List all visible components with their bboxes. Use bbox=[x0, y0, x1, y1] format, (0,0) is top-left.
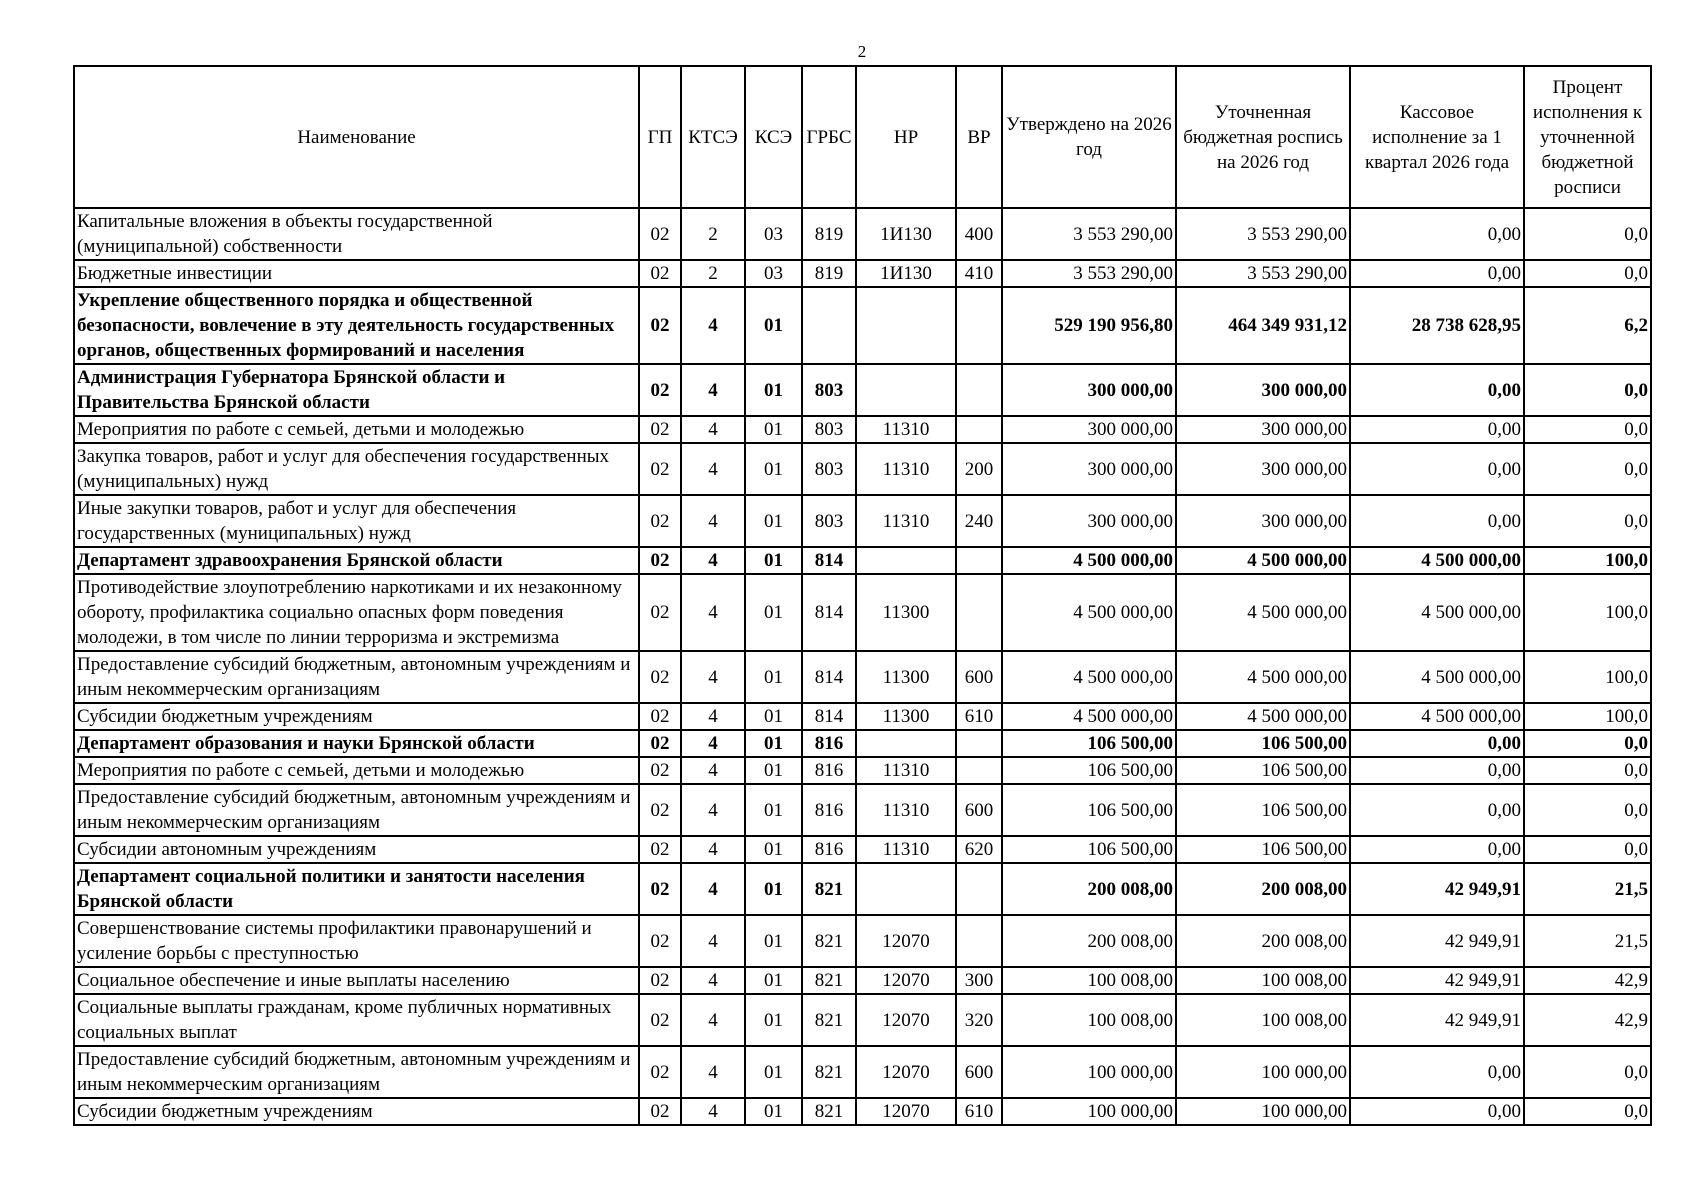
cell-vr: 400 bbox=[956, 208, 1002, 260]
cell-name: Социальное обеспечение и иные выплаты населению bbox=[74, 967, 639, 994]
cell-approved: 4 500 000,00 bbox=[1002, 574, 1176, 651]
cell-vr: 200 bbox=[956, 443, 1002, 495]
cell-gp: 02 bbox=[639, 836, 681, 863]
cell-name: Капитальные вложения в объекты государственной (муниципальной) собственности bbox=[74, 208, 639, 260]
cell-cash: 42 949,91 bbox=[1350, 994, 1524, 1046]
cell-nr: 12070 bbox=[856, 1046, 956, 1098]
cell-kse: 01 bbox=[745, 784, 802, 836]
cell-vr bbox=[956, 547, 1002, 574]
cell-refined: 200 008,00 bbox=[1176, 915, 1350, 967]
cell-refined: 200 008,00 bbox=[1176, 863, 1350, 915]
cell-nr: 11310 bbox=[856, 784, 956, 836]
cell-gp: 02 bbox=[639, 364, 681, 416]
cell-cash: 4 500 000,00 bbox=[1350, 547, 1524, 574]
cell-nr: 11310 bbox=[856, 836, 956, 863]
header-nr: НР bbox=[856, 66, 956, 208]
cell-vr: 610 bbox=[956, 1098, 1002, 1125]
cell-name: Социальные выплаты гражданам, кроме публичных нормативных социальных выплат bbox=[74, 994, 639, 1046]
cell-kse: 01 bbox=[745, 443, 802, 495]
cell-vr: 410 bbox=[956, 260, 1002, 287]
cell-ktse: 4 bbox=[681, 730, 745, 757]
cell-cash: 28 738 628,95 bbox=[1350, 287, 1524, 364]
cell-percent: 0,0 bbox=[1524, 757, 1651, 784]
cell-kse: 01 bbox=[745, 1046, 802, 1098]
cell-percent: 6,2 bbox=[1524, 287, 1651, 364]
cell-vr: 620 bbox=[956, 836, 1002, 863]
cell-cash: 42 949,91 bbox=[1350, 915, 1524, 967]
cell-name: Противодействие злоупотреблению наркотиками и их незаконному обороту, профилактика социально опасных форм поведения молодежи, в том числе по линии терроризма и экстремизма bbox=[74, 574, 639, 651]
cell-vr: 600 bbox=[956, 784, 1002, 836]
header-name: Наименование bbox=[74, 66, 639, 208]
cell-cash: 4 500 000,00 bbox=[1350, 574, 1524, 651]
cell-gp: 02 bbox=[639, 495, 681, 547]
cell-nr: 12070 bbox=[856, 1098, 956, 1125]
cell-grbs: 816 bbox=[802, 730, 856, 757]
cell-gp: 02 bbox=[639, 651, 681, 703]
cell-kse: 03 bbox=[745, 260, 802, 287]
cell-name: Департамент здравоохранения Брянской области bbox=[74, 547, 639, 574]
cell-ktse: 4 bbox=[681, 547, 745, 574]
cell-percent: 21,5 bbox=[1524, 863, 1651, 915]
cell-grbs: 819 bbox=[802, 260, 856, 287]
cell-cash: 0,00 bbox=[1350, 208, 1524, 260]
cell-vr bbox=[956, 757, 1002, 784]
cell-grbs: 814 bbox=[802, 547, 856, 574]
cell-gp: 02 bbox=[639, 260, 681, 287]
cell-vr bbox=[956, 287, 1002, 364]
cell-nr bbox=[856, 364, 956, 416]
table-row bbox=[74, 915, 1651, 967]
cell-cash: 4 500 000,00 bbox=[1350, 703, 1524, 730]
cell-grbs: 803 bbox=[802, 364, 856, 416]
cell-vr bbox=[956, 364, 1002, 416]
cell-name: Мероприятия по работе с семьей, детьми и молодежью bbox=[74, 757, 639, 784]
cell-percent: 0,0 bbox=[1524, 443, 1651, 495]
cell-nr: 11300 bbox=[856, 651, 956, 703]
header-grbs: ГРБС bbox=[802, 66, 856, 208]
cell-kse: 01 bbox=[745, 495, 802, 547]
cell-kse: 01 bbox=[745, 703, 802, 730]
cell-cash: 0,00 bbox=[1350, 836, 1524, 863]
cell-nr bbox=[856, 287, 956, 364]
cell-refined: 4 500 000,00 bbox=[1176, 574, 1350, 651]
page-number: 2 bbox=[857, 42, 867, 61]
cell-refined: 4 500 000,00 bbox=[1176, 703, 1350, 730]
cell-percent: 42,9 bbox=[1524, 967, 1651, 994]
cell-refined: 106 500,00 bbox=[1176, 784, 1350, 836]
cell-approved: 300 000,00 bbox=[1002, 364, 1176, 416]
cell-approved: 106 500,00 bbox=[1002, 730, 1176, 757]
budget-table bbox=[73, 65, 1652, 1126]
cell-approved: 106 500,00 bbox=[1002, 784, 1176, 836]
cell-cash: 0,00 bbox=[1350, 260, 1524, 287]
cell-grbs: 814 bbox=[802, 703, 856, 730]
table-row bbox=[74, 416, 1651, 443]
cell-ktse: 4 bbox=[681, 915, 745, 967]
cell-gp: 02 bbox=[639, 287, 681, 364]
cell-percent: 0,0 bbox=[1524, 416, 1651, 443]
cell-percent: 42,9 bbox=[1524, 994, 1651, 1046]
cell-name: Субсидии автономным учреждениям bbox=[74, 836, 639, 863]
table-row bbox=[74, 994, 1651, 1046]
cell-grbs: 821 bbox=[802, 967, 856, 994]
cell-kse: 01 bbox=[745, 730, 802, 757]
cell-vr: 240 bbox=[956, 495, 1002, 547]
cell-percent: 0,0 bbox=[1524, 208, 1651, 260]
cell-cash: 0,00 bbox=[1350, 364, 1524, 416]
table-row bbox=[74, 208, 1651, 260]
cell-cash: 0,00 bbox=[1350, 784, 1524, 836]
cell-refined: 464 349 931,12 bbox=[1176, 287, 1350, 364]
cell-gp: 02 bbox=[639, 1046, 681, 1098]
cell-refined: 4 500 000,00 bbox=[1176, 547, 1350, 574]
cell-grbs: 819 bbox=[802, 208, 856, 260]
cell-grbs: 821 bbox=[802, 1046, 856, 1098]
table-row bbox=[74, 287, 1651, 364]
cell-kse: 01 bbox=[745, 547, 802, 574]
cell-gp: 02 bbox=[639, 574, 681, 651]
cell-approved: 529 190 956,80 bbox=[1002, 287, 1176, 364]
table-body bbox=[74, 208, 1651, 1125]
cell-nr: 11300 bbox=[856, 574, 956, 651]
cell-ktse: 4 bbox=[681, 703, 745, 730]
cell-vr bbox=[956, 730, 1002, 757]
cell-percent: 0,0 bbox=[1524, 260, 1651, 287]
cell-nr: 11310 bbox=[856, 757, 956, 784]
cell-vr: 600 bbox=[956, 1046, 1002, 1098]
cell-cash: 4 500 000,00 bbox=[1350, 651, 1524, 703]
cell-vr bbox=[956, 416, 1002, 443]
table-row bbox=[74, 651, 1651, 703]
table-row bbox=[74, 547, 1651, 574]
cell-ktse: 4 bbox=[681, 757, 745, 784]
cell-nr: 12070 bbox=[856, 994, 956, 1046]
table-row bbox=[74, 364, 1651, 416]
cell-ktse: 4 bbox=[681, 1098, 745, 1125]
cell-gp: 02 bbox=[639, 784, 681, 836]
table-header-row bbox=[74, 66, 1651, 208]
cell-nr: 12070 bbox=[856, 967, 956, 994]
table-row bbox=[74, 495, 1651, 547]
cell-percent: 100,0 bbox=[1524, 651, 1651, 703]
cell-vr bbox=[956, 915, 1002, 967]
header-vr: ВР bbox=[956, 66, 1002, 208]
cell-percent: 0,0 bbox=[1524, 1098, 1651, 1125]
table-row bbox=[74, 863, 1651, 915]
cell-vr bbox=[956, 574, 1002, 651]
cell-refined: 100 000,00 bbox=[1176, 1098, 1350, 1125]
cell-refined: 4 500 000,00 bbox=[1176, 651, 1350, 703]
cell-gp: 02 bbox=[639, 863, 681, 915]
cell-vr: 300 bbox=[956, 967, 1002, 994]
table-row bbox=[74, 967, 1651, 994]
cell-percent: 100,0 bbox=[1524, 574, 1651, 651]
cell-cash: 0,00 bbox=[1350, 730, 1524, 757]
table-row bbox=[74, 784, 1651, 836]
cell-refined: 3 553 290,00 bbox=[1176, 208, 1350, 260]
cell-ktse: 4 bbox=[681, 1046, 745, 1098]
table-row bbox=[74, 1046, 1651, 1098]
cell-refined: 3 553 290,00 bbox=[1176, 260, 1350, 287]
cell-grbs: 821 bbox=[802, 915, 856, 967]
cell-grbs bbox=[802, 287, 856, 364]
cell-percent: 0,0 bbox=[1524, 784, 1651, 836]
cell-cash: 0,00 bbox=[1350, 757, 1524, 784]
cell-cash: 0,00 bbox=[1350, 443, 1524, 495]
cell-kse: 01 bbox=[745, 967, 802, 994]
cell-percent: 21,5 bbox=[1524, 915, 1651, 967]
cell-approved: 3 553 290,00 bbox=[1002, 260, 1176, 287]
cell-gp: 02 bbox=[639, 730, 681, 757]
table-row bbox=[74, 1098, 1651, 1125]
cell-name: Предоставление субсидий бюджетным, автономным учреждениям и иным некоммерческим организациям bbox=[74, 784, 639, 836]
cell-vr: 610 bbox=[956, 703, 1002, 730]
cell-gp: 02 bbox=[639, 208, 681, 260]
cell-cash: 0,00 bbox=[1350, 1046, 1524, 1098]
cell-vr bbox=[956, 863, 1002, 915]
cell-gp: 02 bbox=[639, 547, 681, 574]
cell-approved: 300 000,00 bbox=[1002, 443, 1176, 495]
cell-refined: 300 000,00 bbox=[1176, 364, 1350, 416]
cell-gp: 02 bbox=[639, 994, 681, 1046]
cell-refined: 106 500,00 bbox=[1176, 730, 1350, 757]
cell-percent: 0,0 bbox=[1524, 495, 1651, 547]
cell-grbs: 816 bbox=[802, 784, 856, 836]
cell-grbs: 814 bbox=[802, 574, 856, 651]
table-row bbox=[74, 703, 1651, 730]
cell-vr: 320 bbox=[956, 994, 1002, 1046]
cell-cash: 0,00 bbox=[1350, 495, 1524, 547]
cell-gp: 02 bbox=[639, 1098, 681, 1125]
header-gp: ГП bbox=[639, 66, 681, 208]
table-row bbox=[74, 574, 1651, 651]
cell-gp: 02 bbox=[639, 915, 681, 967]
header-refined: Уточненная бюджетная роспись на 2026 год bbox=[1176, 66, 1350, 208]
cell-grbs: 821 bbox=[802, 863, 856, 915]
cell-approved: 100 008,00 bbox=[1002, 967, 1176, 994]
cell-grbs: 803 bbox=[802, 416, 856, 443]
cell-nr bbox=[856, 863, 956, 915]
cell-approved: 106 500,00 bbox=[1002, 836, 1176, 863]
cell-grbs: 816 bbox=[802, 757, 856, 784]
cell-approved: 3 553 290,00 bbox=[1002, 208, 1176, 260]
cell-nr: 1И130 bbox=[856, 208, 956, 260]
table-row bbox=[74, 730, 1651, 757]
cell-name: Укрепление общественного порядка и общественной безопасности, вовлечение в эту деятельность государственных органов, общественных формирований и населения bbox=[74, 287, 639, 364]
cell-approved: 200 008,00 bbox=[1002, 915, 1176, 967]
cell-ktse: 4 bbox=[681, 364, 745, 416]
cell-refined: 100 008,00 bbox=[1176, 967, 1350, 994]
cell-approved: 100 008,00 bbox=[1002, 994, 1176, 1046]
cell-kse: 01 bbox=[745, 1098, 802, 1125]
cell-cash: 42 949,91 bbox=[1350, 863, 1524, 915]
cell-grbs: 814 bbox=[802, 651, 856, 703]
cell-kse: 01 bbox=[745, 994, 802, 1046]
cell-ktse: 4 bbox=[681, 574, 745, 651]
cell-ktse: 4 bbox=[681, 443, 745, 495]
header-cash: Кассовое исполнение за 1 квартал 2026 года bbox=[1350, 66, 1524, 208]
cell-grbs: 803 bbox=[802, 495, 856, 547]
cell-vr: 600 bbox=[956, 651, 1002, 703]
cell-name: Субсидии бюджетным учреждениям bbox=[74, 703, 639, 730]
cell-nr: 11310 bbox=[856, 495, 956, 547]
cell-gp: 02 bbox=[639, 967, 681, 994]
cell-kse: 01 bbox=[745, 915, 802, 967]
cell-cash: 0,00 bbox=[1350, 416, 1524, 443]
cell-gp: 02 bbox=[639, 703, 681, 730]
cell-name: Субсидии бюджетным учреждениям bbox=[74, 1098, 639, 1125]
cell-name: Иные закупки товаров, работ и услуг для обеспечения государственных (муниципальных) нужд bbox=[74, 495, 639, 547]
cell-ktse: 4 bbox=[681, 836, 745, 863]
cell-kse: 01 bbox=[745, 757, 802, 784]
cell-refined: 300 000,00 bbox=[1176, 416, 1350, 443]
table-row bbox=[74, 836, 1651, 863]
cell-name: Департамент образования и науки Брянской области bbox=[74, 730, 639, 757]
cell-approved: 100 000,00 bbox=[1002, 1098, 1176, 1125]
table-row bbox=[74, 260, 1651, 287]
cell-grbs: 821 bbox=[802, 994, 856, 1046]
cell-kse: 01 bbox=[745, 651, 802, 703]
cell-grbs: 816 bbox=[802, 836, 856, 863]
cell-ktse: 2 bbox=[681, 208, 745, 260]
cell-refined: 300 000,00 bbox=[1176, 443, 1350, 495]
cell-ktse: 4 bbox=[681, 784, 745, 836]
cell-nr bbox=[856, 730, 956, 757]
cell-name: Предоставление субсидий бюджетным, автономным учреждениям и иным некоммерческим организациям bbox=[74, 1046, 639, 1098]
cell-gp: 02 bbox=[639, 443, 681, 495]
cell-grbs: 803 bbox=[802, 443, 856, 495]
cell-cash: 0,00 bbox=[1350, 1098, 1524, 1125]
cell-refined: 100 008,00 bbox=[1176, 994, 1350, 1046]
cell-nr: 12070 bbox=[856, 915, 956, 967]
header-approved: Утверждено на 2026 год bbox=[1002, 66, 1176, 208]
cell-ktse: 2 bbox=[681, 260, 745, 287]
cell-percent: 0,0 bbox=[1524, 836, 1651, 863]
cell-ktse: 4 bbox=[681, 416, 745, 443]
cell-approved: 4 500 000,00 bbox=[1002, 547, 1176, 574]
cell-kse: 01 bbox=[745, 836, 802, 863]
cell-name: Предоставление субсидий бюджетным, автономным учреждениям и иным некоммерческим организациям bbox=[74, 651, 639, 703]
cell-refined: 100 000,00 bbox=[1176, 1046, 1350, 1098]
cell-ktse: 4 bbox=[681, 287, 745, 364]
cell-approved: 106 500,00 bbox=[1002, 757, 1176, 784]
cell-grbs: 821 bbox=[802, 1098, 856, 1125]
cell-percent: 100,0 bbox=[1524, 547, 1651, 574]
cell-approved: 300 000,00 bbox=[1002, 495, 1176, 547]
cell-approved: 4 500 000,00 bbox=[1002, 703, 1176, 730]
cell-nr: 11310 bbox=[856, 416, 956, 443]
cell-gp: 02 bbox=[639, 757, 681, 784]
cell-approved: 100 000,00 bbox=[1002, 1046, 1176, 1098]
cell-percent: 0,0 bbox=[1524, 730, 1651, 757]
cell-nr bbox=[856, 547, 956, 574]
cell-percent: 100,0 bbox=[1524, 703, 1651, 730]
cell-name: Мероприятия по работе с семьей, детьми и молодежью bbox=[74, 416, 639, 443]
cell-kse: 01 bbox=[745, 863, 802, 915]
cell-percent: 0,0 bbox=[1524, 1046, 1651, 1098]
cell-kse: 01 bbox=[745, 574, 802, 651]
cell-ktse: 4 bbox=[681, 495, 745, 547]
table-row bbox=[74, 443, 1651, 495]
cell-gp: 02 bbox=[639, 416, 681, 443]
cell-approved: 4 500 000,00 bbox=[1002, 651, 1176, 703]
cell-refined: 106 500,00 bbox=[1176, 836, 1350, 863]
cell-name: Администрация Губернатора Брянской области и Правительства Брянской области bbox=[74, 364, 639, 416]
cell-percent: 0,0 bbox=[1524, 364, 1651, 416]
cell-kse: 01 bbox=[745, 416, 802, 443]
cell-approved: 300 000,00 bbox=[1002, 416, 1176, 443]
header-percent: Процент исполнения к уточненной бюджетной росписи bbox=[1524, 66, 1651, 208]
cell-approved: 200 008,00 bbox=[1002, 863, 1176, 915]
cell-ktse: 4 bbox=[681, 994, 745, 1046]
cell-name: Департамент социальной политики и занятости населения Брянской области bbox=[74, 863, 639, 915]
cell-name: Бюджетные инвестиции bbox=[74, 260, 639, 287]
header-ktse: КТСЭ bbox=[681, 66, 745, 208]
cell-name: Совершенствование системы профилактики правонарушений и усиление борьбы с преступностью bbox=[74, 915, 639, 967]
cell-kse: 01 bbox=[745, 287, 802, 364]
table-row bbox=[74, 757, 1651, 784]
cell-cash: 42 949,91 bbox=[1350, 967, 1524, 994]
cell-kse: 01 bbox=[745, 364, 802, 416]
cell-ktse: 4 bbox=[681, 651, 745, 703]
cell-nr: 11310 bbox=[856, 443, 956, 495]
cell-kse: 03 bbox=[745, 208, 802, 260]
cell-ktse: 4 bbox=[681, 967, 745, 994]
header-kse: КСЭ bbox=[745, 66, 802, 208]
cell-nr: 11300 bbox=[856, 703, 956, 730]
cell-refined: 106 500,00 bbox=[1176, 757, 1350, 784]
cell-nr: 1И130 bbox=[856, 260, 956, 287]
cell-name: Закупка товаров, работ и услуг для обеспечения государственных (муниципальных) нужд bbox=[74, 443, 639, 495]
cell-refined: 300 000,00 bbox=[1176, 495, 1350, 547]
cell-ktse: 4 bbox=[681, 863, 745, 915]
